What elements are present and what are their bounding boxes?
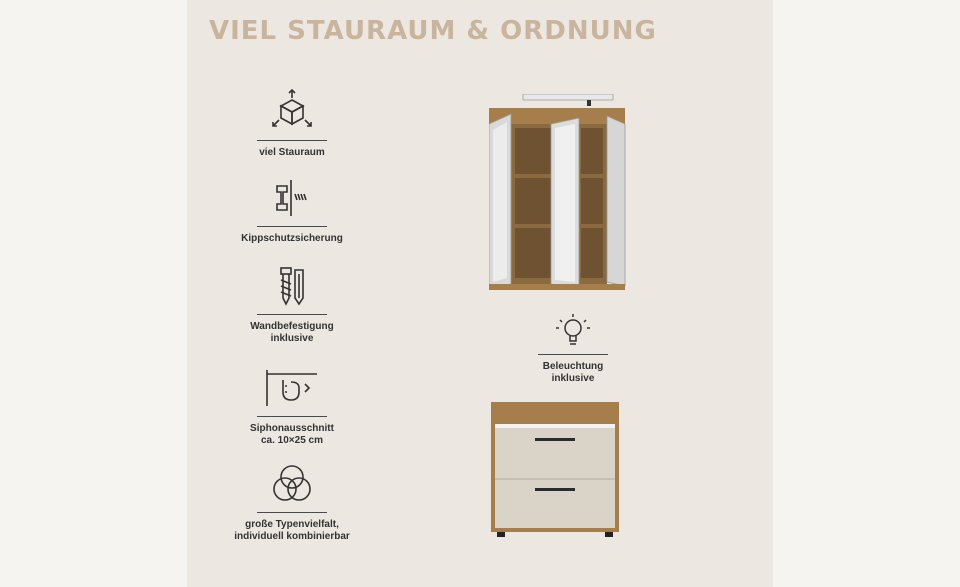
feature-divider: [257, 512, 327, 513]
overlapping-circles-icon: [269, 462, 315, 506]
feature-variety: [227, 462, 357, 543]
feature-divider: [257, 416, 327, 417]
feature-label: Kippschutzsicherung: [241, 233, 343, 244]
feature-label: große Typenvielfalt, individuell kombinierbar: [234, 519, 350, 542]
vanity-cabinet-image: [491, 402, 621, 538]
feature-label: viel Stauraum: [259, 147, 325, 158]
screw-dowel-icon: [269, 264, 315, 308]
page-title: VIEL STAURAUM & ORDNUNG: [209, 16, 657, 46]
siphon-pipe-icon: [261, 366, 323, 410]
feature-divider: [257, 314, 327, 315]
feature-tip-protection: [227, 176, 357, 245]
feature-storage: [227, 88, 357, 159]
light-bulb-icon: [553, 312, 593, 348]
feature-divider: [538, 354, 608, 355]
feature-wall-mounting: [227, 264, 357, 345]
box-arrows-icon: [269, 88, 315, 134]
feature-label: Siphonausschnitt ca. 10×25 cm: [250, 423, 334, 446]
feature-siphon-cutout: [227, 366, 357, 447]
feature-divider: [257, 226, 327, 227]
feature-panel: [187, 0, 773, 587]
feature-label: Wandbefestigung inklusive: [250, 321, 334, 344]
feature-label: Beleuchtung inklusive: [542, 361, 604, 384]
wall-anchor-icon: [269, 176, 315, 220]
feature-divider: [257, 140, 327, 141]
mirror-cabinet-image: [489, 94, 629, 290]
feature-lighting: [505, 312, 641, 385]
